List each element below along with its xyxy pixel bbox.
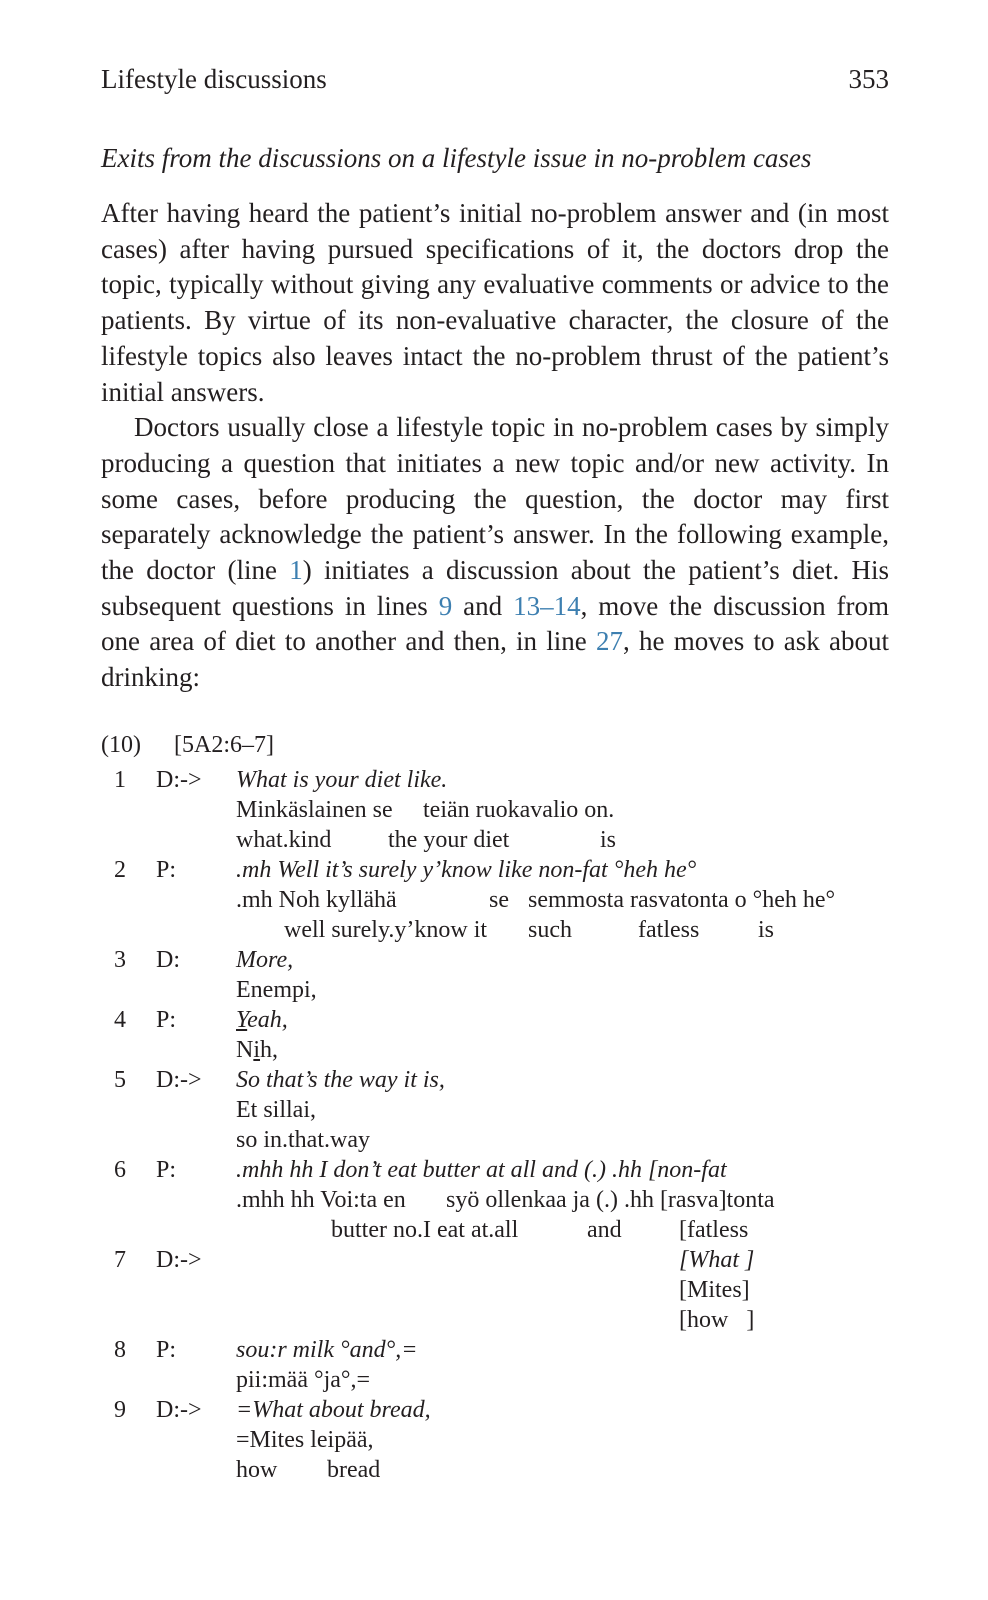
gloss-line: how bread (236, 1457, 381, 1483)
line-ref-27-link[interactable]: 27 (596, 626, 624, 657)
english-translation: .mhh hh I don’t eat butter at all and (.) .hh [non-fat (236, 1157, 727, 1183)
transcript-line-4 (0, 1007, 988, 1037)
running-head-title: Lifestyle discussions (101, 64, 327, 94)
line-number: 9 (114, 1397, 126, 1423)
transcript-line-6 (0, 1157, 988, 1187)
example-number: (10) (101, 732, 141, 758)
transcript-line-3 (0, 947, 988, 977)
transcript-line-1 (0, 767, 988, 797)
finnish-line: .mh Noh kyllähä se semmosta rasvatonta o °heh he° (236, 887, 836, 913)
section-heading: Exits from the discussions on a lifestyle issue in no-problem cases (101, 143, 812, 173)
line-number: 1 (114, 767, 126, 793)
line-number: 6 (114, 1157, 126, 1183)
page-number: 353 (848, 64, 889, 94)
english-translation: sou:r milk °and°,= (236, 1337, 418, 1363)
english-translation: More, (236, 947, 294, 973)
speaker: P: (156, 857, 177, 883)
english-translation: So that’s the way it is, (236, 1067, 445, 1093)
speaker: P: (156, 1337, 177, 1363)
finnish-line: =Mites leipää, (236, 1427, 374, 1453)
gloss-line: what.kind the your diet is (236, 827, 617, 853)
english-translation: Yeah, (236, 1007, 288, 1033)
line-number: 3 (114, 947, 126, 973)
transcript-line-2 (0, 857, 988, 887)
gloss-line: butter no.I eat at.all and [fatless (331, 1217, 749, 1243)
transcript-line-8 (0, 1337, 988, 1367)
speaker: D:-> (156, 1067, 202, 1093)
paragraph-1: After having heard the patient’s initial no-problem answer and (in most cases) after having pursued specifications of it, the doctors drop the topic, typically without giving any evaluative comments or advice to the patients. By virtue of its non-evaluative character, the closure of the lifestyle topics also leaves intact the no-problem thrust of the patient’s initial answers. (101, 198, 889, 407)
speaker: D:-> (156, 1247, 202, 1273)
speaker: P: (156, 1157, 177, 1183)
english-translation: What is your diet like. (236, 767, 448, 793)
english-translation: =What about bread, (236, 1397, 431, 1423)
line-number: 4 (114, 1007, 126, 1033)
finnish-line: pii:mää °ja°,= (236, 1367, 371, 1393)
speaker: D: (156, 947, 180, 973)
example-source: [5A2:6–7] (174, 732, 274, 758)
line-number: 2 (114, 857, 126, 883)
english-translation: .mh Well it’s surely y’know like non-fat °heh he° (236, 857, 697, 883)
finnish-line: .mhh hh Voi:ta en syö ollenkaa ja (.) .hh [rasva]tonta (236, 1187, 775, 1213)
finnish-line: [Mites] (679, 1277, 750, 1303)
english-translation: [What ] (679, 1247, 755, 1273)
transcript-line-9 (0, 1397, 988, 1427)
gloss-line: [how ] (679, 1307, 755, 1333)
line-number: 8 (114, 1337, 126, 1363)
line-number: 5 (114, 1067, 126, 1093)
gloss-line: so in.that.way (236, 1127, 370, 1153)
transcript-line-7 (0, 1247, 988, 1277)
speaker: D:-> (156, 1397, 202, 1423)
transcript-line-5 (0, 1067, 988, 1097)
line-ref-13-14-link[interactable]: 13–14 (513, 590, 581, 621)
line-ref-9-link[interactable]: 9 (438, 590, 453, 621)
paragraph-2: Doctors usually close a lifestyle topic in no-problem cases by simply producing a question that initiates a new topic and/or new activity. In some cases, before producing the question, the doctor may first separately acknowledge the patient’s answer. In the following example, the doctor (line 1) initiates a discussion about the patient’s diet. His subsequent questions in lines 9 and 13–14, move the discussion from one area of diet to another and then, in line 27, he moves to ask about drinking: (101, 412, 890, 693)
line-ref-1-link[interactable]: 1 (289, 555, 303, 586)
speaker: D:-> (156, 767, 202, 793)
finnish-line: Enempi, (236, 977, 317, 1003)
speaker: P: (156, 1007, 177, 1033)
line-number: 7 (114, 1247, 126, 1273)
finnish-line: Et sillai, (236, 1097, 316, 1123)
gloss-line: well surely.y’know it such fatless is (284, 917, 775, 943)
finnish-line: Nih, (236, 1037, 279, 1063)
finnish-line: Minkäslainen se teiän ruokavalio on. (236, 797, 615, 823)
